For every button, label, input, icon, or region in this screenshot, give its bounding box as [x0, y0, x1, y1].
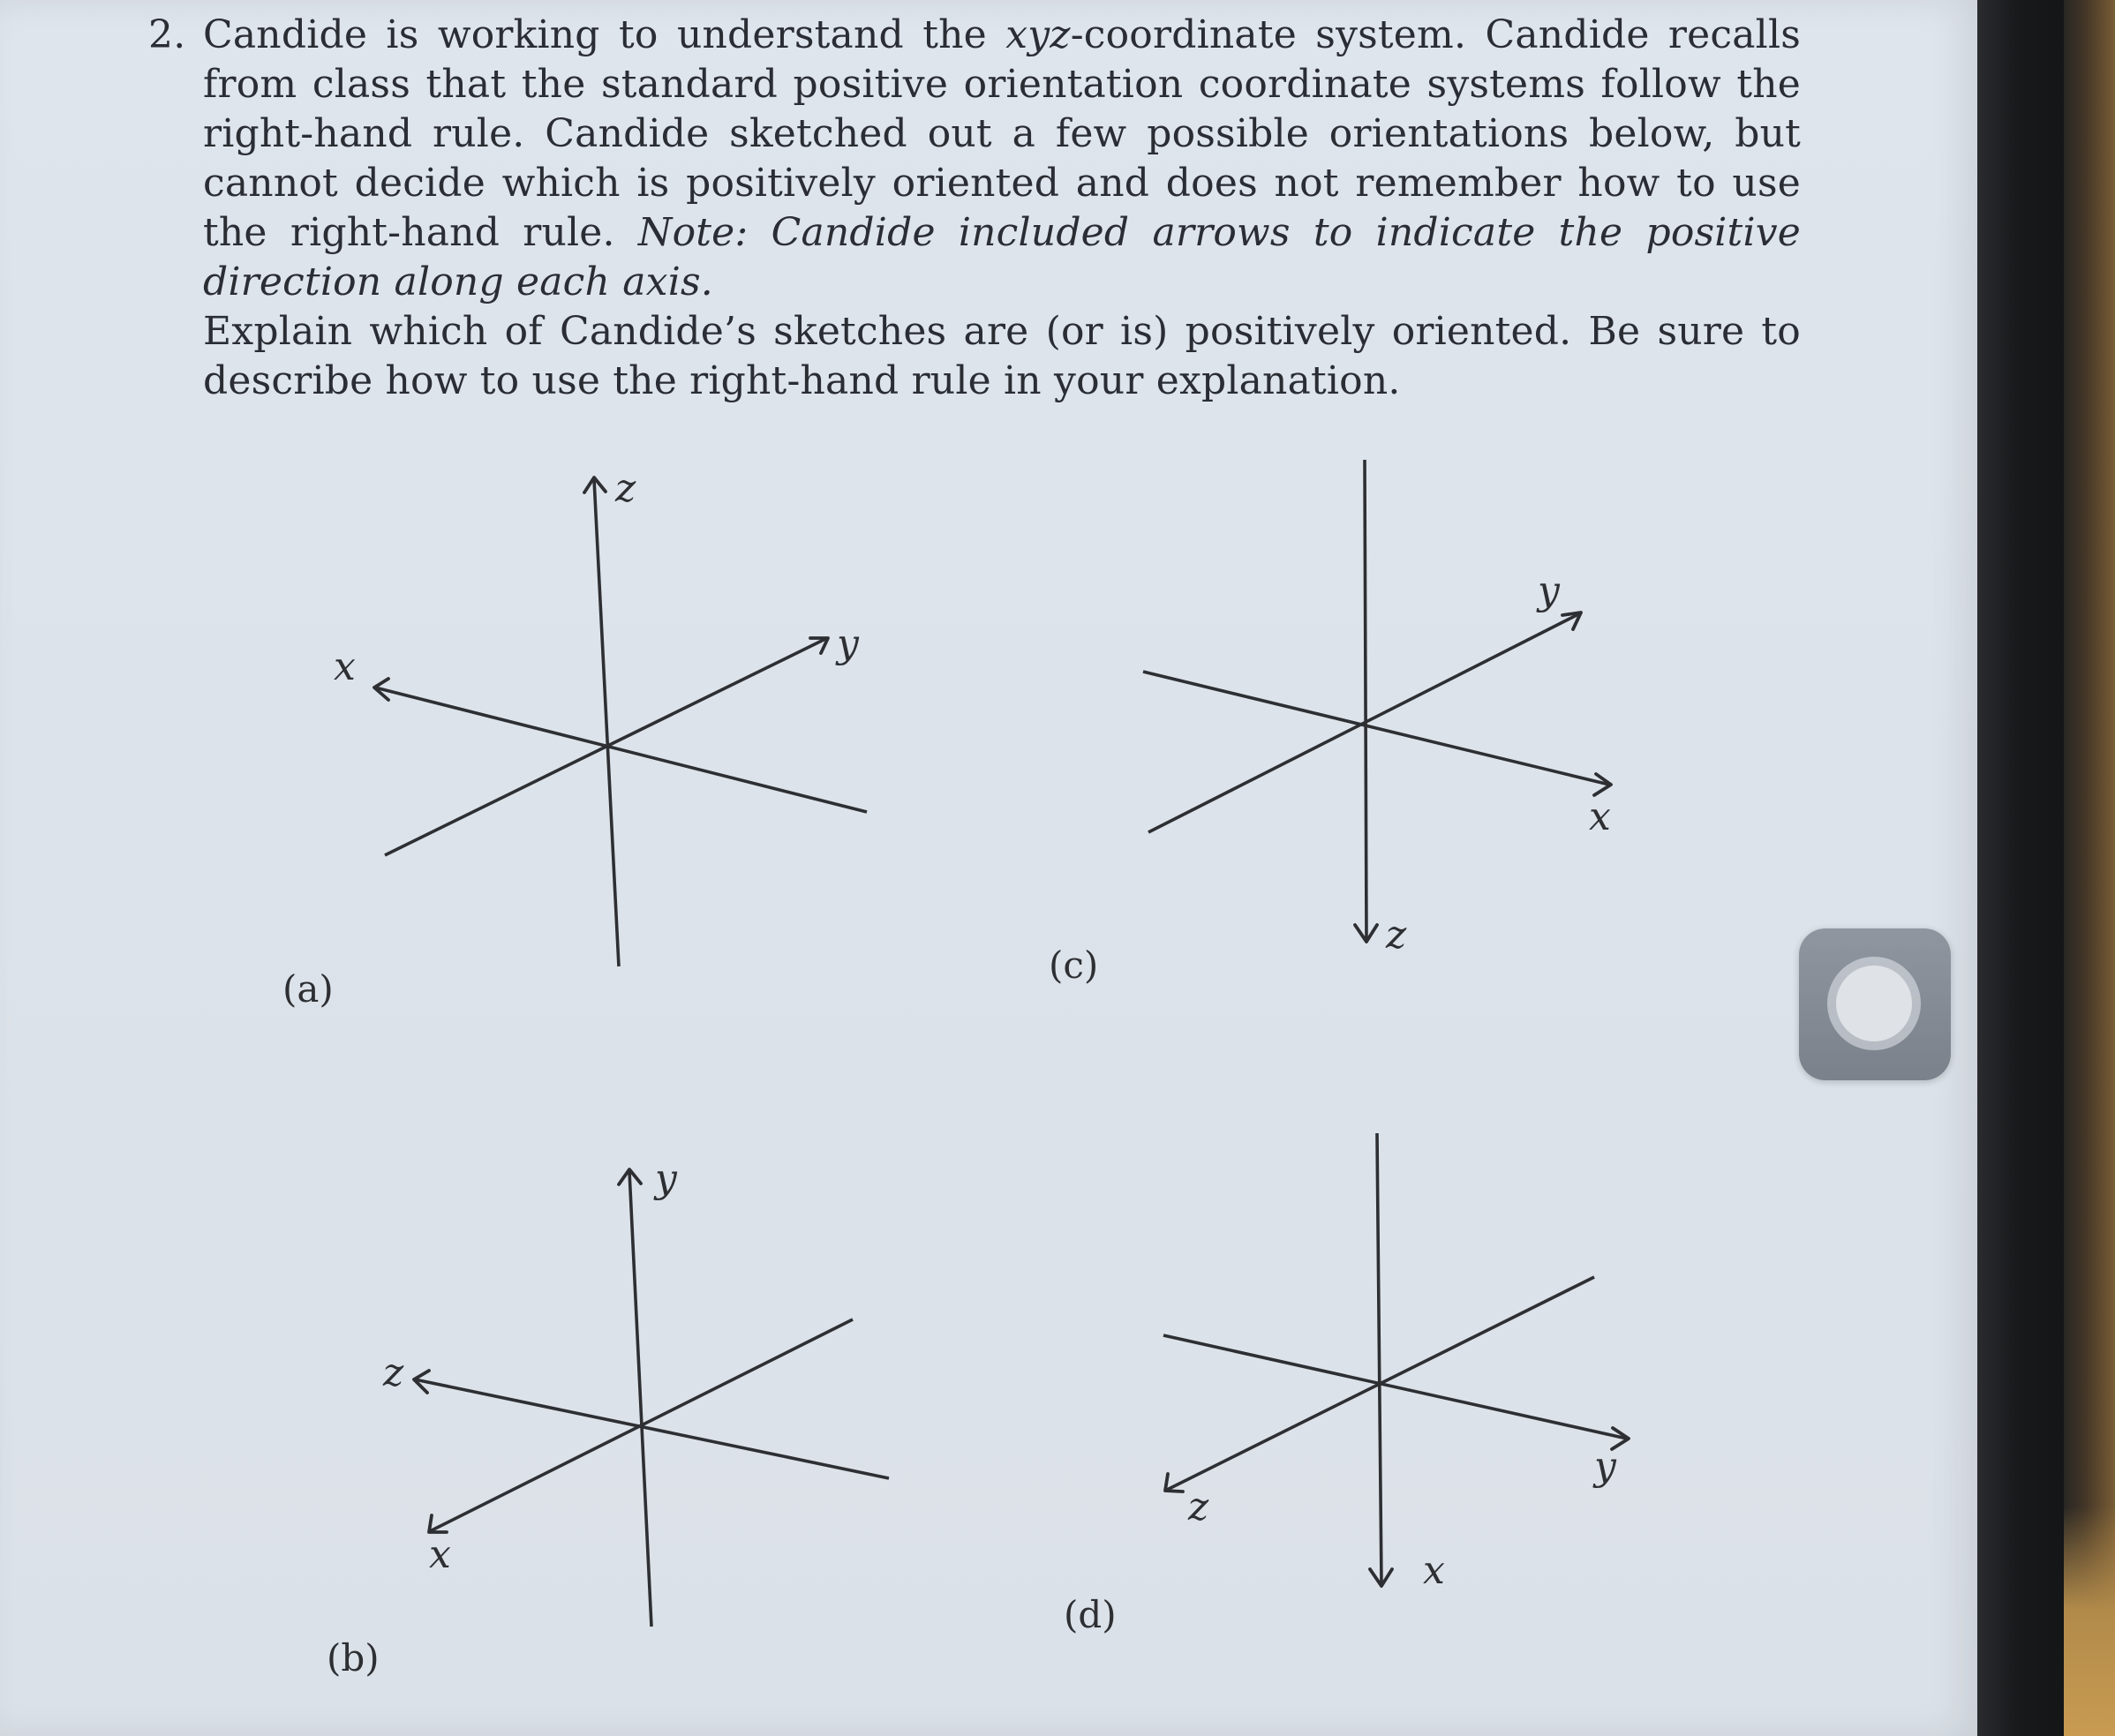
- figure-d: [1064, 1133, 1629, 1636]
- figure-d-label: (d): [1064, 1593, 1117, 1636]
- device-edge: [2064, 0, 2115, 1736]
- figure-b-z-axis: [415, 1379, 889, 1478]
- figure-b-z-label: z: [383, 1350, 404, 1395]
- figure-a: [282, 466, 867, 1011]
- home-button[interactable]: [1799, 928, 1951, 1080]
- figure-b-x-label: x: [429, 1532, 451, 1577]
- figure-a-label: (a): [282, 967, 334, 1011]
- question-note: Note: Candide included arrows to indicate the positive direction along each axis.: [203, 210, 1802, 304]
- figure-d-x-label: x: [1423, 1548, 1445, 1593]
- figure-c-z-label: z: [1386, 913, 1407, 958]
- figure-b-label: (b): [327, 1636, 380, 1680]
- question-text-part2: -coordinate system. Candide recalls from class that the standard positive orientation coordinate systems follow the right-hand rule. Candide sketched out a few possible orientations below, but cannot decide which is positively oriented and does not remember how to use the right-hand rule.: [203, 12, 1801, 255]
- figure-a-x-axis: [375, 688, 867, 812]
- question-math-xyz: xyz: [1005, 12, 1071, 57]
- figure-c: [1049, 460, 1611, 987]
- question-text-part1: Candide is working to understand the: [203, 12, 1006, 57]
- question-number: 2.: [148, 12, 186, 57]
- figure-a-z-axis: [594, 479, 619, 966]
- figure-b-y-label: y: [655, 1156, 677, 1201]
- figure-c-z-axis: [1365, 460, 1366, 940]
- figure-d-x-axis: [1377, 1133, 1381, 1584]
- figure-d-y-axis: [1163, 1335, 1627, 1439]
- figure-a-y-label: y: [837, 621, 859, 666]
- figure-c-x-axis: [1143, 672, 1609, 785]
- question-explain: Explain which of Candide’s sketches are (or is) positively oriented. Be sure to describe how to use the right-hand rule in your explanation.: [203, 309, 1801, 403]
- figure-d-z-label: z: [1188, 1484, 1209, 1529]
- figure-b-x-axis: [430, 1319, 853, 1531]
- figure-a-y-axis: [385, 638, 827, 855]
- figure-c-y-label: y: [1538, 568, 1560, 613]
- figure-b-y-axis: [629, 1171, 651, 1627]
- home-circle-icon: [1836, 966, 1912, 1041]
- desk-surface: [2064, 1507, 2115, 1736]
- figure-c-x-label: x: [1589, 794, 1611, 839]
- figure-d-y-label: y: [1594, 1444, 1616, 1489]
- figure-b: [327, 1156, 889, 1680]
- figure-a-z-label: z: [615, 466, 636, 511]
- figure-a-x-label: x: [334, 644, 356, 689]
- figure-c-label: (c): [1049, 943, 1099, 987]
